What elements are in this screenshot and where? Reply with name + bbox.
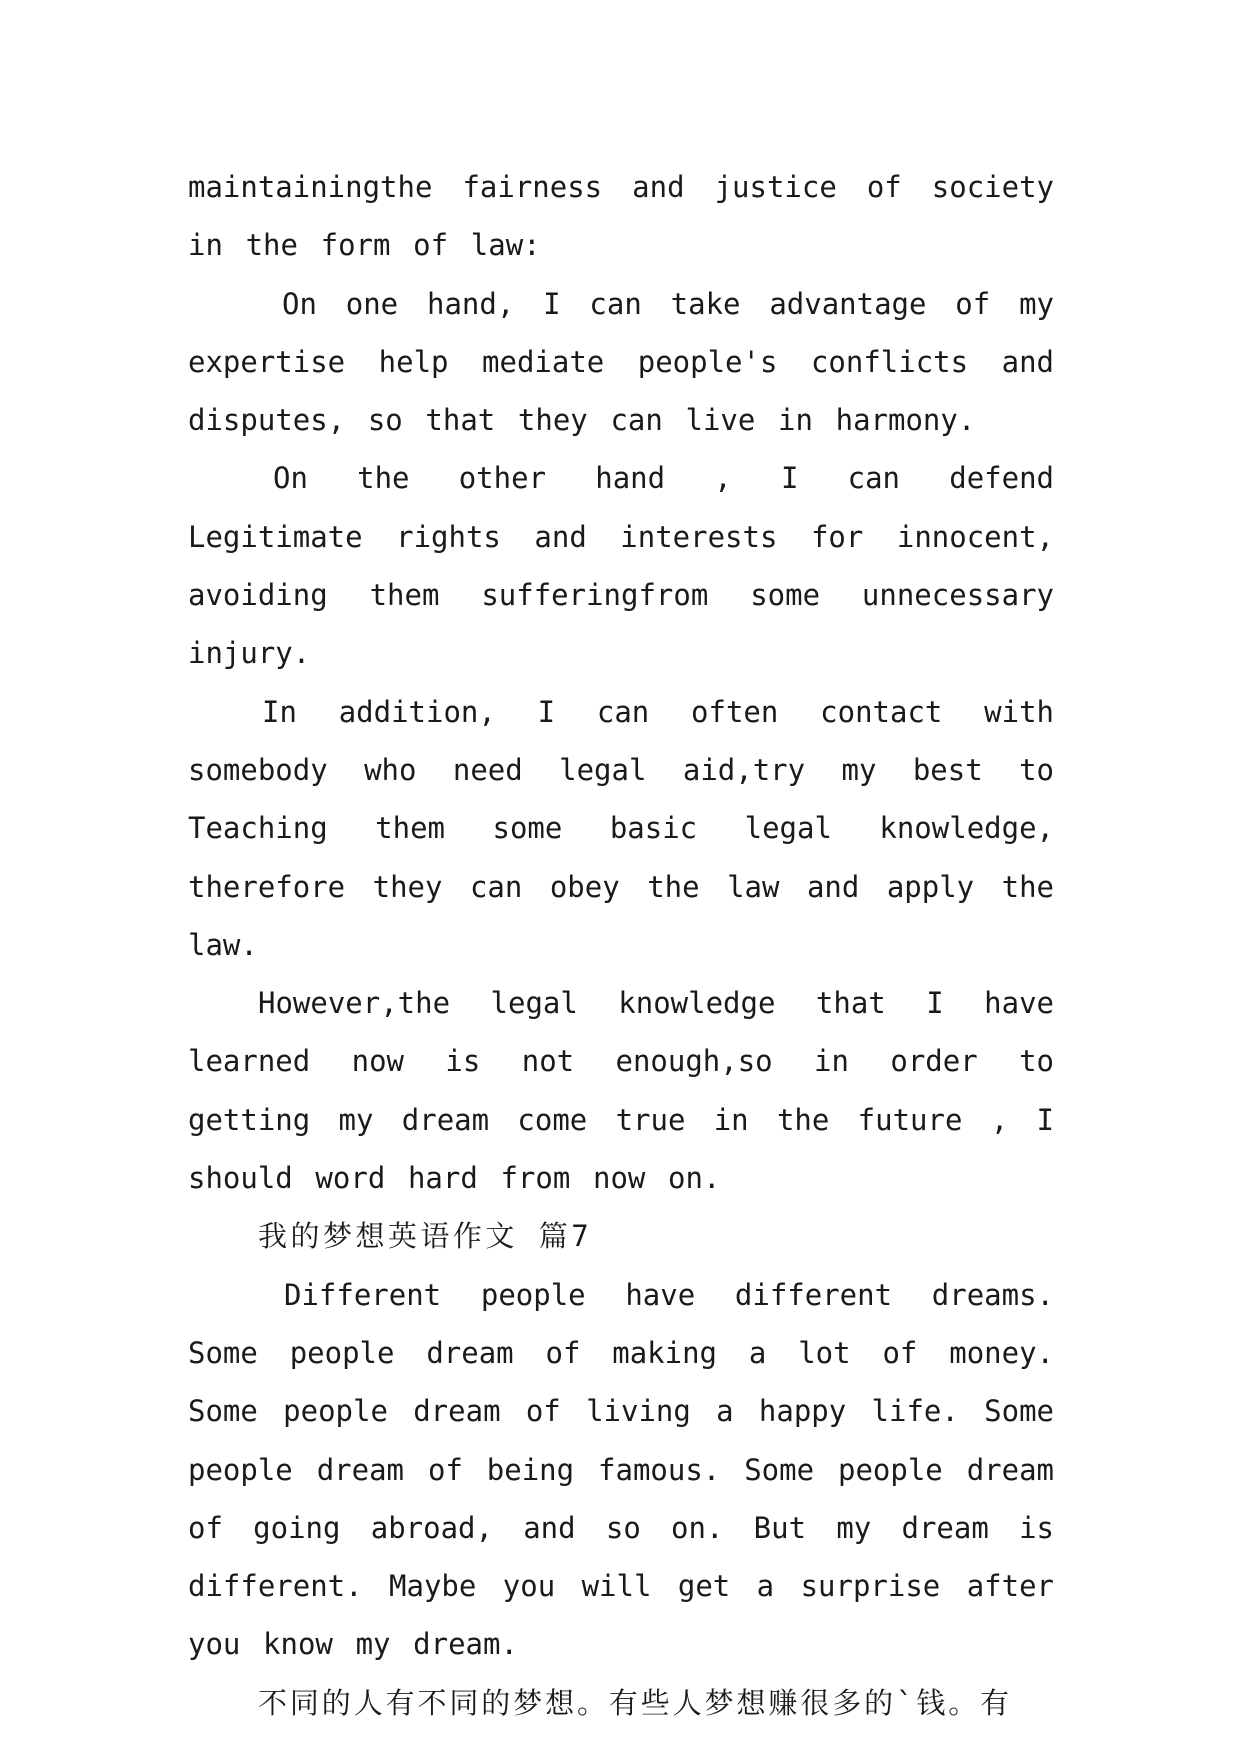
paragraph-in-addition: In addition, I can often contact with somebody who need legal aid,try my best to Teaching them some basic legal knowledge, therefore they can obey the law and apply the law. — [188, 694, 1054, 962]
paragraph-law-continuation: maintainingthe fairness and justice of society in the form of law: — [188, 170, 1054, 263]
document-body — [188, 158, 1054, 1732]
paragraph-chinese-translation: 不同的人有不同的梦想。有些人梦想赚很多的`钱。有 — [258, 1685, 1013, 1720]
paragraph-different-dreams: Different people have different dreams. Some people dream of making a lot of money. Some people dream of living a happy life. Some people dream of being famous. Some people dream of going abroad, and so on. But my dream is different. Maybe you will get a surprise after you know my dream. — [188, 1277, 1054, 1662]
essay-heading: 我的梦想英语作文 篇7 — [258, 1219, 593, 1254]
paragraph-other-hand: On the other hand , I can defend Legitimate rights and interests for innocent, avoiding them sufferingfrom some unnecessary injury. — [188, 461, 1054, 671]
paragraph-however: However,the legal knowledge that I have learned now is not enough,so in order to getting my dream come true in the future , I should word hard from now on. — [188, 986, 1054, 1196]
paragraph-one-hand: On one hand, I can take advantage of my expertise help mediate people's conflicts and disputes, so that they can live in harmony. — [188, 286, 1054, 438]
